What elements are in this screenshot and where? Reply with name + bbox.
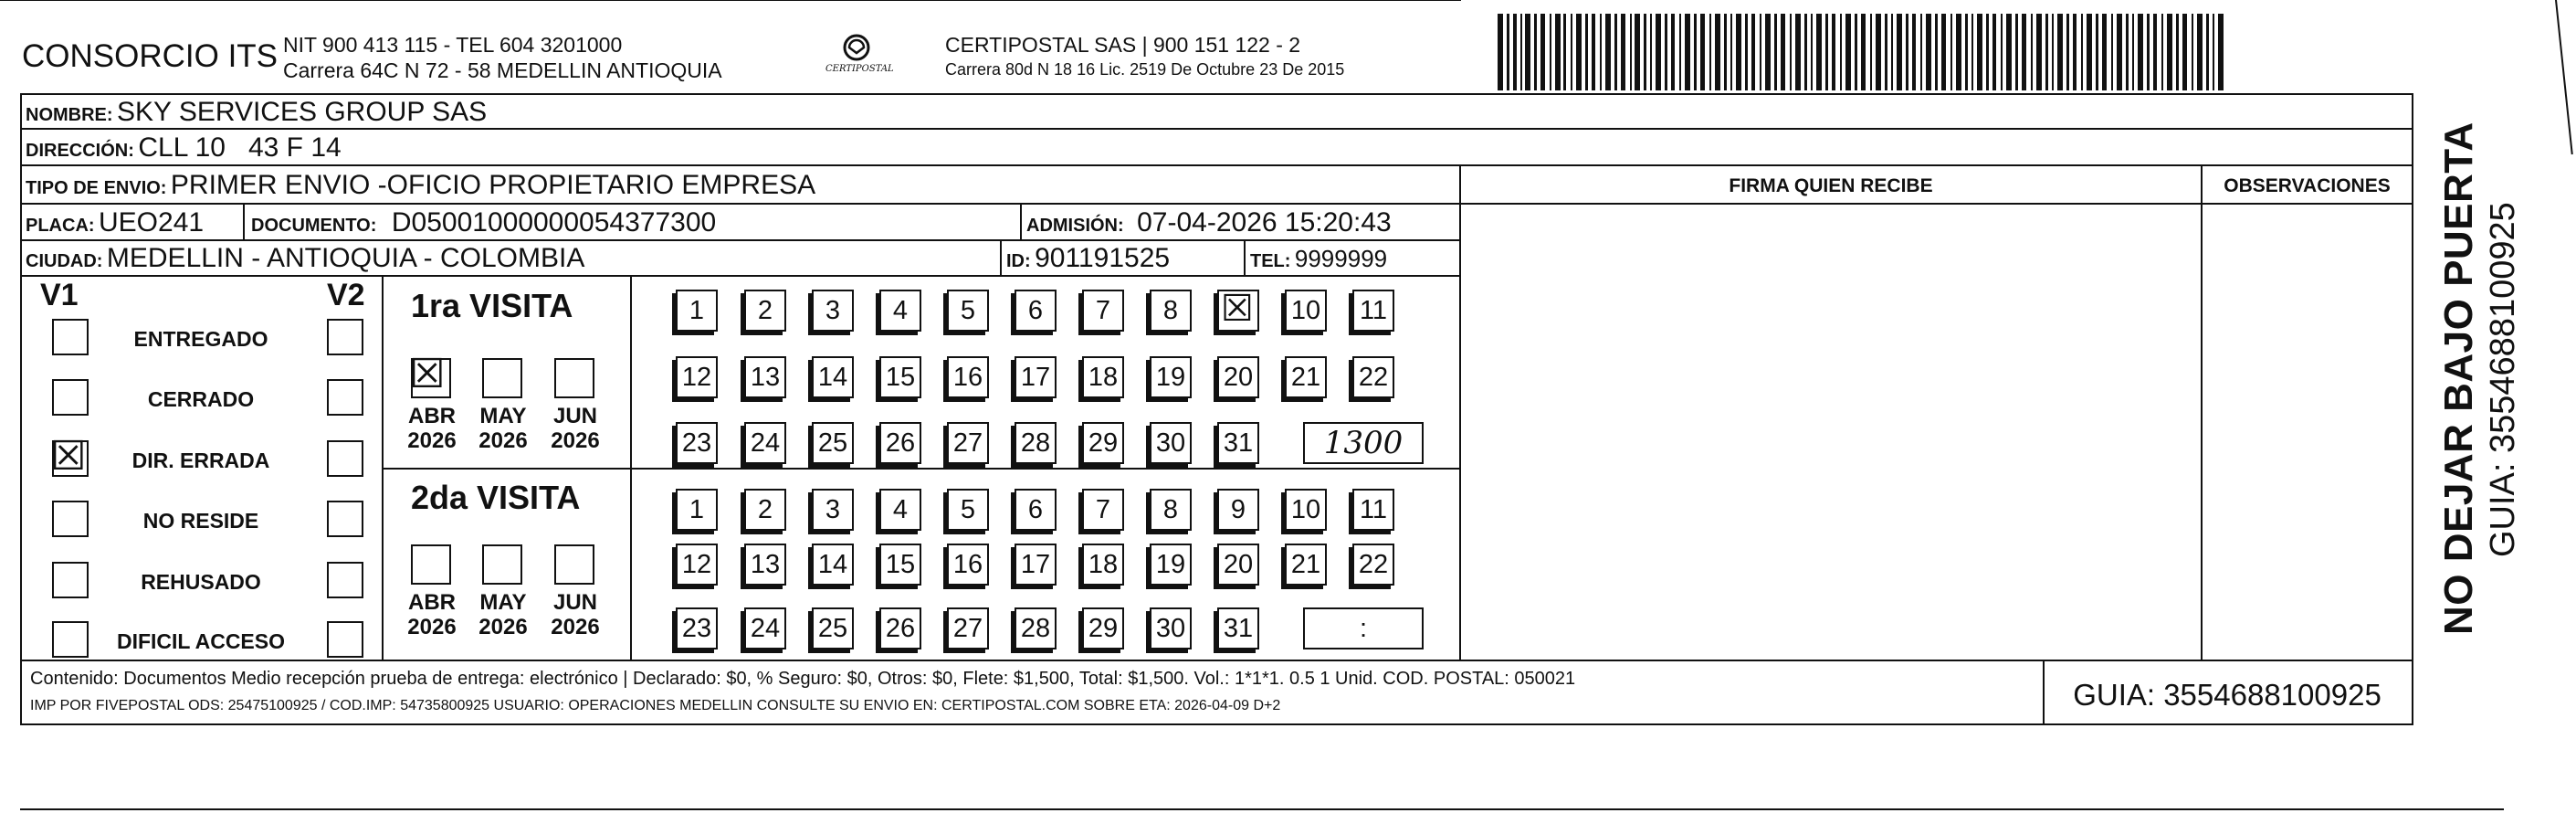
visit1-day-box[interactable] <box>1217 290 1259 332</box>
row-line-2 <box>20 164 2413 166</box>
visit-separator <box>382 468 1461 470</box>
tel-label: TEL: <box>1250 251 1291 271</box>
visit2-day-box[interactable]: 21 <box>1285 544 1327 586</box>
visit1-day-box[interactable]: 28 <box>1015 422 1057 464</box>
visit2-month-checkbox[interactable] <box>554 544 594 585</box>
id-value: 901191525 <box>1035 243 1171 273</box>
observaciones-left-border <box>2201 164 2203 660</box>
visit1-day-box[interactable]: 3 <box>812 290 854 332</box>
visit1-title: 1ra VISITA <box>411 287 573 324</box>
check-mark-icon: ☒ <box>409 351 446 397</box>
visit1-day-box[interactable]: 27 <box>947 422 989 464</box>
barcode <box>1498 14 2228 90</box>
check-mark-icon: ☒ <box>1221 288 1254 330</box>
visit1-day-box[interactable]: 22 <box>1352 356 1394 398</box>
visit2-month-name: ABR <box>408 590 456 615</box>
admision-row <box>1026 207 1392 238</box>
visit2-time-box[interactable]: : <box>1303 607 1424 649</box>
visit1-day-box[interactable]: 30 <box>1150 422 1192 464</box>
visit2-day-box[interactable]: 5 <box>947 489 989 531</box>
visit1-month-checkbox[interactable] <box>482 358 522 398</box>
visit2-day-box[interactable]: 18 <box>1082 544 1124 586</box>
status-v1-checkbox[interactable] <box>52 501 89 537</box>
visit2-day-box[interactable]: 27 <box>947 607 989 649</box>
logo-text: CERTIPOSTAL <box>825 64 894 74</box>
company-nit: NIT 900 413 115 - TEL 604 3201000 <box>283 33 623 57</box>
status-v2-checkbox[interactable] <box>327 621 363 658</box>
tel-value: 9999999 <box>1294 245 1388 272</box>
visit1-time-box[interactable]: 1300 <box>1303 422 1424 464</box>
status-v1-checkbox[interactable] <box>52 319 89 355</box>
tel-divider <box>1244 239 1246 276</box>
visit2-day-box[interactable]: 19 <box>1150 544 1192 586</box>
admision-label: ADMISIÓN: <box>1026 216 1124 236</box>
visit1-day-box[interactable]: 16 <box>947 356 989 398</box>
visit2-day-box[interactable]: 15 <box>879 544 921 586</box>
visit2-day-box[interactable]: 24 <box>744 607 786 649</box>
documento-row <box>251 207 716 238</box>
nombre-label: NOMBRE: <box>26 105 113 125</box>
status-label: DIFICIL ACCESO <box>116 629 285 653</box>
id-divider <box>1000 239 1002 276</box>
visit2-day-box[interactable]: 26 <box>879 607 921 649</box>
direccion-row <box>26 132 342 164</box>
form-right-border <box>2412 93 2413 725</box>
visit1-day-box[interactable]: 4 <box>879 290 921 332</box>
top-rule <box>0 0 1461 1</box>
certipostal-license: Carrera 80d N 18 16 Lic. 2519 De Octubre 23 De 2015 <box>945 60 1345 79</box>
admision-value: 07-04-2026 15:20:43 <box>1137 207 1392 238</box>
visit2-day-box[interactable]: 30 <box>1150 607 1192 649</box>
no-dejar-bajo-puerta: NO DEJAR BAJO PUERTA <box>2436 121 2481 635</box>
visit1-day-box[interactable]: 8 <box>1150 290 1192 332</box>
visit1-month-year: 2026 <box>407 428 457 453</box>
certipostal-logo <box>813 29 900 82</box>
company-address: Carrera 64C N 72 - 58 MEDELLIN ANTIOQUIA <box>283 58 722 82</box>
visit1-day-box[interactable]: 15 <box>879 356 921 398</box>
footer-contenido: Contenido: Documentos Medio recepción prueba de entrega: electrónico | Declarado: $0, % Seguro: $0, Otros: $0, Flete: $1,500, Total: $1,500. Vol.: 1*1*1. 0.5 1 Unid. COD. POSTAL: 050021 <box>30 669 1576 689</box>
visit1-day-box[interactable]: 7 <box>1082 290 1124 332</box>
firma-left-border <box>1459 164 1461 660</box>
check-mark-icon: ☒ <box>50 433 87 480</box>
status-v1-checkbox[interactable] <box>52 562 89 598</box>
visit2-month-year: 2026 <box>407 615 457 639</box>
visit2-day-box[interactable]: 22 <box>1352 544 1394 586</box>
footer-separator <box>20 660 2413 661</box>
visit1-day-box[interactable]: 25 <box>812 422 854 464</box>
visit1-month-name: ABR <box>408 404 456 428</box>
visit1-day-box[interactable]: 14 <box>812 356 854 398</box>
v1-label: V1 <box>40 278 79 312</box>
visit2-day-box[interactable]: 29 <box>1082 607 1124 649</box>
documento-value: D05001000000054377300 <box>391 207 717 238</box>
visit1-month-name: MAY <box>479 404 527 428</box>
nombre-row <box>26 97 487 128</box>
visit2-day-box[interactable]: 9 <box>1217 489 1259 531</box>
visit1-day-box[interactable]: 26 <box>879 422 921 464</box>
observaciones-header: OBSERVACIONES <box>2224 175 2391 196</box>
visit2-month-checkbox[interactable] <box>411 544 451 585</box>
admision-divider <box>1020 203 1022 239</box>
status-label: REHUSADO <box>141 570 261 594</box>
visit2-day-box[interactable]: 2 <box>744 489 786 531</box>
v2-label: V2 <box>327 278 365 312</box>
visit2-month-year: 2026 <box>551 615 600 639</box>
visit1-day-box[interactable]: 29 <box>1082 422 1124 464</box>
footer-imp: IMP POR FIVEPOSTAL ODS: 25475100925 / COD.IMP: 54735800925 USUARIO: OPERACIONES MEDELLIN CONSULTE SU ENVIO EN: CERTIPOSTAL.COM SOBRE ETA: 2026-04-09 D+2 <box>30 698 1281 713</box>
status-v1-checkbox[interactable] <box>52 621 89 658</box>
visit2-month-name: MAY <box>479 590 527 615</box>
visit2-day-box[interactable]: 8 <box>1150 489 1192 531</box>
firma-header: FIRMA QUIEN RECIBE <box>1729 175 1933 196</box>
placa-divider <box>243 203 245 239</box>
page-edge <box>2555 0 2573 154</box>
id-label: ID: <box>1006 251 1031 271</box>
visit2-day-box[interactable]: 12 <box>676 544 718 586</box>
status-v2-checkbox[interactable] <box>327 319 363 355</box>
visit1-day-box[interactable]: 20 <box>1217 356 1259 398</box>
ciudad-value: MEDELLIN - ANTIOQUIA - COLOMBIA <box>106 243 585 273</box>
tel-row <box>1250 245 1387 273</box>
company-name: CONSORCIO ITS <box>22 38 279 74</box>
direccion-value: CLL 10 43 F 14 <box>138 132 342 163</box>
visit1-day-box[interactable]: 6 <box>1015 290 1057 332</box>
visit1-month-name: JUN <box>552 404 597 428</box>
visit2-day-box[interactable]: 1 <box>676 489 718 531</box>
certipostal-nit: CERTIPOSTAL SAS | 900 151 122 - 2 <box>945 33 1301 57</box>
status-v2-checkbox[interactable] <box>327 501 363 537</box>
status-label: NO RESIDE <box>142 509 259 533</box>
nombre-value: SKY SERVICES GROUP SAS <box>117 97 488 127</box>
visit2-title: 2da VISITA <box>411 479 581 516</box>
status-label: ENTREGADO <box>133 327 268 351</box>
direccion-label: DIRECCIÓN: <box>26 141 134 161</box>
status-label: CERRADO <box>147 387 255 411</box>
visit1-day-box[interactable]: 11 <box>1352 290 1394 332</box>
ciudad-row <box>26 243 584 274</box>
visit2-day-box[interactable]: 14 <box>812 544 854 586</box>
tipo-envio-row <box>26 170 815 201</box>
visit2-day-box[interactable]: 13 <box>744 544 786 586</box>
placa-value: UEO241 <box>99 207 205 238</box>
visit1-day-box[interactable]: 13 <box>744 356 786 398</box>
placa-label: PLACA: <box>26 216 95 236</box>
visit1-day-box[interactable]: 21 <box>1285 356 1327 398</box>
visit2-day-box[interactable]: 6 <box>1015 489 1057 531</box>
ciudad-label: CIUDAD: <box>26 251 103 271</box>
visit1-day-box[interactable]: 10 <box>1285 290 1327 332</box>
visit2-day-box[interactable]: 10 <box>1285 489 1327 531</box>
visit2-day-box[interactable]: 20 <box>1217 544 1259 586</box>
visit1-month-checkbox[interactable] <box>554 358 594 398</box>
placa-row <box>26 207 204 238</box>
visit2-month-name: JUN <box>552 590 597 615</box>
status-v2-checkbox[interactable] <box>327 562 363 598</box>
visit1-month-year: 2026 <box>478 428 528 453</box>
visit2-day-box[interactable]: 16 <box>947 544 989 586</box>
status-v2-checkbox[interactable] <box>327 440 363 477</box>
visit2-day-box[interactable]: 11 <box>1352 489 1394 531</box>
visit1-day-box[interactable]: 23 <box>676 422 718 464</box>
visit1-day-box[interactable]: 17 <box>1015 356 1057 398</box>
visit1-day-box[interactable]: 2 <box>744 290 786 332</box>
status-v1-checkbox[interactable] <box>52 379 89 416</box>
visit2-day-box[interactable]: 4 <box>879 489 921 531</box>
status-v1-checkbox[interactable] <box>50 433 89 480</box>
visit1-month-checkbox[interactable] <box>409 351 451 398</box>
status-label: DIR. ERRADA <box>131 449 270 472</box>
visit2-day-box[interactable]: 7 <box>1082 489 1124 531</box>
visit1-day-box[interactable]: 18 <box>1082 356 1124 398</box>
row-line-3 <box>20 203 2413 205</box>
bottom-rule <box>20 808 2504 810</box>
tipo-envio-label: TIPO DE ENVIO: <box>26 178 167 198</box>
visit2-day-box[interactable]: 31 <box>1217 607 1259 649</box>
visit1-day-box[interactable]: 5 <box>947 290 989 332</box>
tipo-envio-value: PRIMER ENVIO -OFICIO PROPIETARIO EMPRESA <box>170 170 816 200</box>
id-row <box>1006 243 1170 274</box>
form-bottom-border <box>20 723 2413 725</box>
visit1-day-box[interactable]: 12 <box>676 356 718 398</box>
visit2-month-year: 2026 <box>478 615 528 639</box>
form-top-border <box>20 93 2413 95</box>
visit2-day-box[interactable]: 3 <box>812 489 854 531</box>
visit2-month-checkbox[interactable] <box>482 544 522 585</box>
visit1-month-year: 2026 <box>551 428 600 453</box>
visit2-day-box[interactable]: 25 <box>812 607 854 649</box>
visit1-day-box[interactable]: 31 <box>1217 422 1259 464</box>
visit2-day-box[interactable]: 17 <box>1015 544 1057 586</box>
documento-label: DOCUMENTO: <box>251 216 377 236</box>
visit1-day-box[interactable]: 24 <box>744 422 786 464</box>
side-guia: GUIA: 3554688100925 <box>2484 202 2522 557</box>
form-left-border <box>20 93 22 725</box>
visit2-day-box[interactable]: 28 <box>1015 607 1057 649</box>
row-line-1 <box>20 128 2413 130</box>
visit2-day-box[interactable]: 23 <box>676 607 718 649</box>
footer-guia: GUIA: 3554688100925 <box>2073 678 2381 712</box>
visit1-day-box[interactable]: 19 <box>1150 356 1192 398</box>
status-v2-checkbox[interactable] <box>327 379 363 416</box>
visit1-day-box[interactable]: 1 <box>676 290 718 332</box>
